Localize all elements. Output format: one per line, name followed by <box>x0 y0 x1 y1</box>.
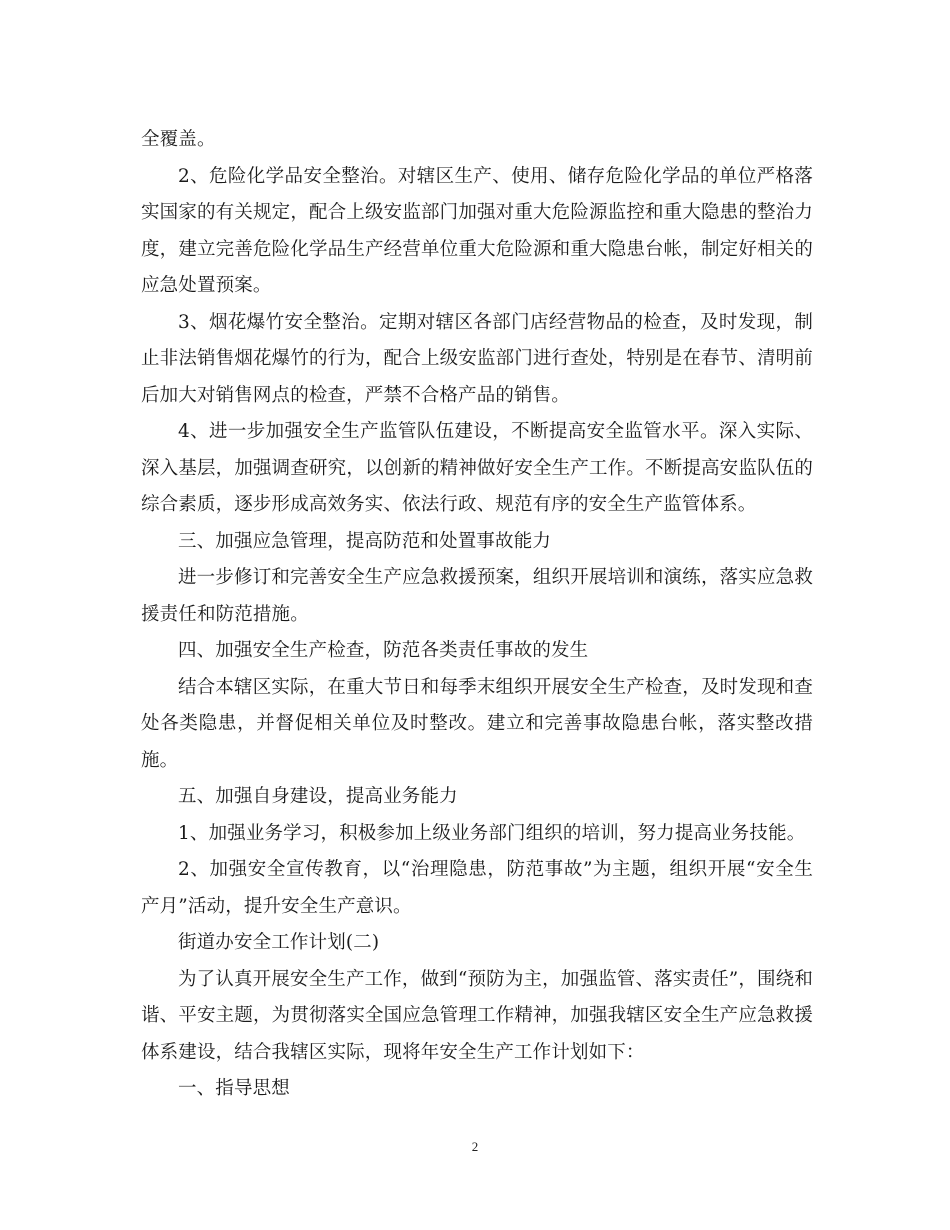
section-heading: 五、加强自身建设，提高业务能力 <box>178 786 458 807</box>
paragraph: 3、烟花爆竹安全整治。定期对辖区各部门店经营物品的检查，及时发现，制止非法销售烟花爆竹的行为，配合上级安监部门进行查处，特别是在春节、清明前后加大对销售网点的检查，严禁不合格产品的销售。 <box>141 311 813 406</box>
section-heading: 三、加强应急管理，提高防范和处置事故能力 <box>178 530 552 552</box>
paragraph: 2、危险化学品安全整治。对辖区生产、使用、储存危险化学品的单位严格落实国家的有关规定，配合上级安监部门加强对重大危险源监控和重大隐患的整治力度，建立完善危险化学品生产经营单位重大危险源和重大隐患台帐，制定好相关的应急处置预案。 <box>141 165 813 296</box>
section-heading: 一、指导思想 <box>178 1078 290 1099</box>
section-heading: 四、加强安全生产检查，防范各类责任事故的发生 <box>178 640 589 661</box>
document-subtitle: 街道办安全工作计划(二) <box>178 932 380 953</box>
paragraph: 1、加强业务学习，积极参加上级业务部门组织的培训，努力提高业务技能。 <box>178 822 806 844</box>
paragraph: 进一步修订和完善安全生产应急救援预案，组织开展培训和演练，落实应急救援责任和防范措施。 <box>141 567 813 625</box>
paragraph: 为了认真开展安全生产工作，做到“预防为主，加强监管、落实责任”，围绕和谐、平安主题，为贯彻落实全国应急管理工作精神，加强我辖区安全生产应急救援体系建设，结合我辖区实际，现将年安全生产工作计划如下： <box>141 968 813 1063</box>
document-body <box>141 122 813 1108</box>
paragraph: 2、加强安全宣传教育，以“治理隐患，防范事故”为主题，组织开展“安全生产月”活动，提升安全生产意识。 <box>141 859 813 917</box>
paragraph: 4、进一步加强安全生产监管队伍建设，不断提高安全监管水平。深入实际、深入基层，加强调查研究，以创新的精神做好安全生产工作。不断提高安监队伍的综合素质，逐步形成高效务实、依法行政、规范有序的安全生产监管体系。 <box>141 421 813 515</box>
page-number: 2 <box>471 1139 479 1154</box>
paragraph: 全覆盖。 <box>141 129 216 150</box>
paragraph: 结合本辖区实际，在重大节日和每季末组织开展安全生产检查，及时发现和查处各类隐患，并督促相关单位及时整改。建立和完善事故隐患台帐，落实整改措施。 <box>141 676 813 771</box>
